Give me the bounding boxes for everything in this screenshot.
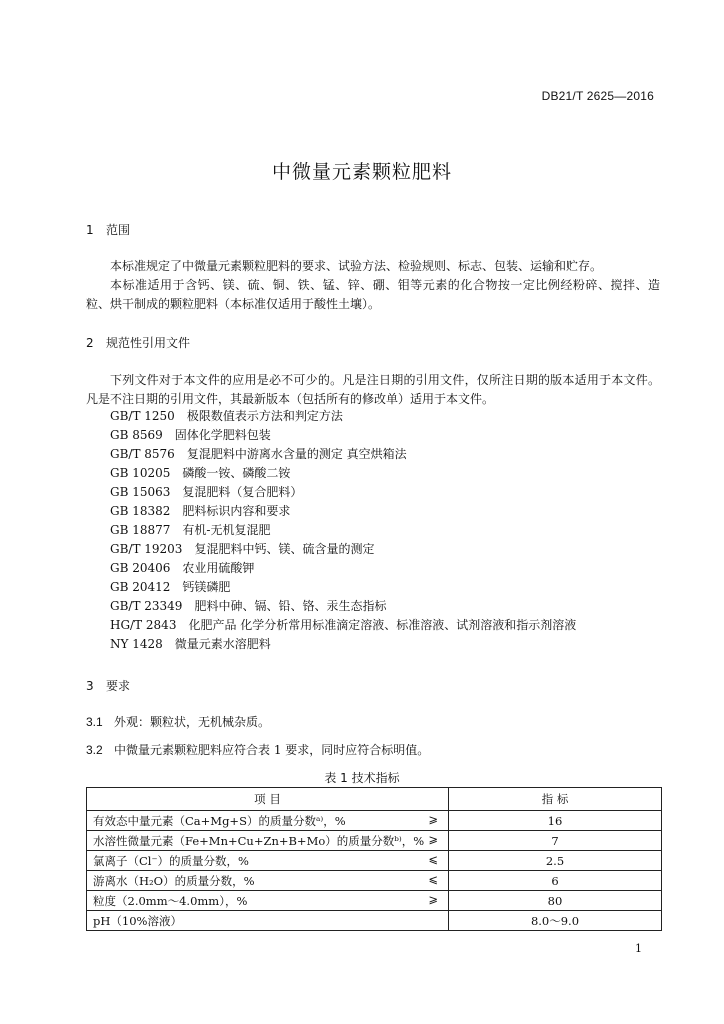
reference-title: 复混肥料中游离水含量的测定 真空烘箱法 xyxy=(186,447,407,461)
item-label: pH（10%溶液） xyxy=(93,913,182,928)
value-cell: 80 xyxy=(449,891,662,911)
reference-title: 化肥产品 化学分析常用标准滴定溶液、标准溶液、试剂溶液和指示剂溶液 xyxy=(188,618,577,632)
requirement-item xyxy=(86,713,270,730)
requirement-text: 中微量元素颗粒肥料应符合表 1 要求，同时应符合标明值。 xyxy=(114,743,430,757)
table-row xyxy=(87,891,662,911)
reference-code: GB 20412 xyxy=(110,580,171,594)
item-label: 有效态中量元素（Ca+Mg+S）的质量分数ᵃ⁾，% xyxy=(93,813,346,828)
section-title: 规范性引用文件 xyxy=(106,336,191,350)
standard-code: DB21/T 2625—2016 xyxy=(541,89,654,103)
reference-item xyxy=(110,426,271,443)
reference-item xyxy=(110,483,302,500)
requirement-text: 外观：颗粒状，无机械杂质。 xyxy=(114,715,271,729)
reference-item xyxy=(110,502,290,519)
comparison-operator: ⩽ xyxy=(428,872,438,886)
reference-item xyxy=(110,540,374,557)
item-cell xyxy=(87,871,449,891)
item-cell xyxy=(87,911,449,931)
section-number: 2 xyxy=(86,336,94,350)
value-cell: 16 xyxy=(449,811,662,831)
reference-title: 复混肥料中钙、镁、硫含量的测定 xyxy=(194,542,375,556)
item-label: 游离水（H₂O）的质量分数，% xyxy=(93,873,255,888)
comparison-operator: ⩾ xyxy=(428,892,438,906)
section-1-heading xyxy=(86,221,130,238)
reference-title: 极限数值表示方法和判定方法 xyxy=(186,409,343,423)
column-header-value: 指 标 xyxy=(449,788,662,811)
section-number: 1 xyxy=(86,223,94,237)
reference-item xyxy=(110,407,343,424)
value-cell: 2.5 xyxy=(449,851,662,871)
item-cell xyxy=(87,851,449,871)
item-label: 氯离子（Cl⁻）的质量分数，% xyxy=(93,853,249,868)
section-3-heading xyxy=(86,677,130,694)
reference-code: GB 18382 xyxy=(110,504,171,518)
requirement-number: 3.1 xyxy=(86,715,103,729)
paragraph: 本标准适用于含钙、镁、硫、铜、铁、锰、锌、硼、钼等元素的化合物按一定比例经粉碎、搅拌、造粒、烘干制成的颗粒肥料（本标准仅适用于酸性土壤）。 xyxy=(86,278,660,311)
reference-code: GB/T 8576 xyxy=(110,447,175,461)
reference-item xyxy=(110,464,290,481)
reference-code: GB/T 23349 xyxy=(110,599,183,613)
document-title: 中微量元素颗粒肥料 xyxy=(271,161,452,183)
column-header-item: 项 目 xyxy=(87,788,449,811)
reference-title: 有机-无机复混肥 xyxy=(182,523,271,537)
item-cell xyxy=(87,811,449,831)
table-row xyxy=(87,831,662,851)
reference-title: 肥料标识内容和要求 xyxy=(182,504,291,518)
page-number: 1 xyxy=(635,942,642,955)
reference-item xyxy=(110,597,386,614)
table-row xyxy=(87,871,662,891)
reference-item xyxy=(110,635,271,652)
reference-title: 复混肥料（复合肥料） xyxy=(182,485,303,499)
section-2-intro xyxy=(86,371,660,409)
reference-title: 农业用硫酸钾 xyxy=(182,561,255,575)
reference-code: GB 10205 xyxy=(110,466,171,480)
table-caption: 表 1 技术指标 xyxy=(324,771,400,785)
section-number: 3 xyxy=(86,679,94,693)
item-cell xyxy=(87,831,449,851)
reference-item xyxy=(110,445,407,462)
reference-code: GB 8569 xyxy=(110,428,163,442)
technical-spec-table xyxy=(86,787,662,931)
reference-title: 肥料中砷、镉、铅、铬、汞生态指标 xyxy=(194,599,387,613)
reference-code: HG/T 2843 xyxy=(110,618,177,632)
reference-title: 磷酸一铵、磷酸二铵 xyxy=(182,466,291,480)
section-title: 范围 xyxy=(106,223,131,237)
table-row xyxy=(87,851,662,871)
table-header-row xyxy=(87,788,662,811)
requirement-item xyxy=(86,741,429,758)
item-cell xyxy=(87,891,449,911)
reference-item xyxy=(110,578,230,595)
paragraph: 下列文件对于本文件的应用是必不可少的。凡是注日期的引用文件，仅所注日期的版本适用于本文件。凡是不注日期的引用文件，其最新版本（包括所有的修改单）适用于本文件。 xyxy=(86,373,660,406)
section-1-body xyxy=(86,257,660,314)
reference-code: GB/T 1250 xyxy=(110,409,175,423)
reference-title: 钙镁磷肥 xyxy=(182,580,231,594)
reference-item xyxy=(110,521,270,538)
reference-code: GB/T 19203 xyxy=(110,542,183,556)
value-cell: 6 xyxy=(449,871,662,891)
reference-title: 固体化学肥料包装 xyxy=(174,428,271,442)
comparison-operator: ⩽ xyxy=(428,852,438,866)
reference-code: GB 18877 xyxy=(110,523,171,537)
value-cell: 7 xyxy=(449,831,662,851)
table-row xyxy=(87,811,662,831)
table-row xyxy=(87,911,662,931)
reference-code: GB 20406 xyxy=(110,561,171,575)
reference-title: 微量元素水溶肥料 xyxy=(174,637,271,651)
requirement-number: 3.2 xyxy=(86,743,103,757)
section-2-heading xyxy=(86,334,190,351)
reference-item xyxy=(110,616,576,633)
item-label: 水溶性微量元素（Fe+Mn+Cu+Zn+B+Mo）的质量分数ᵇ⁾，% xyxy=(93,833,425,848)
comparison-operator: ⩾ xyxy=(428,832,438,846)
section-title: 要求 xyxy=(106,679,131,693)
paragraph: 本标准规定了中微量元素颗粒肥料的要求、试验方法、检验规则、标志、包装、运输和贮存。 xyxy=(110,259,603,273)
comparison-operator: ⩾ xyxy=(428,812,438,826)
reference-item xyxy=(110,559,254,576)
reference-code: GB 15063 xyxy=(110,485,171,499)
item-label: 粒度（2.0mm～4.0mm），% xyxy=(93,893,248,908)
reference-code: NY 1428 xyxy=(110,637,163,651)
value-cell: 8.0～9.0 xyxy=(449,911,662,931)
